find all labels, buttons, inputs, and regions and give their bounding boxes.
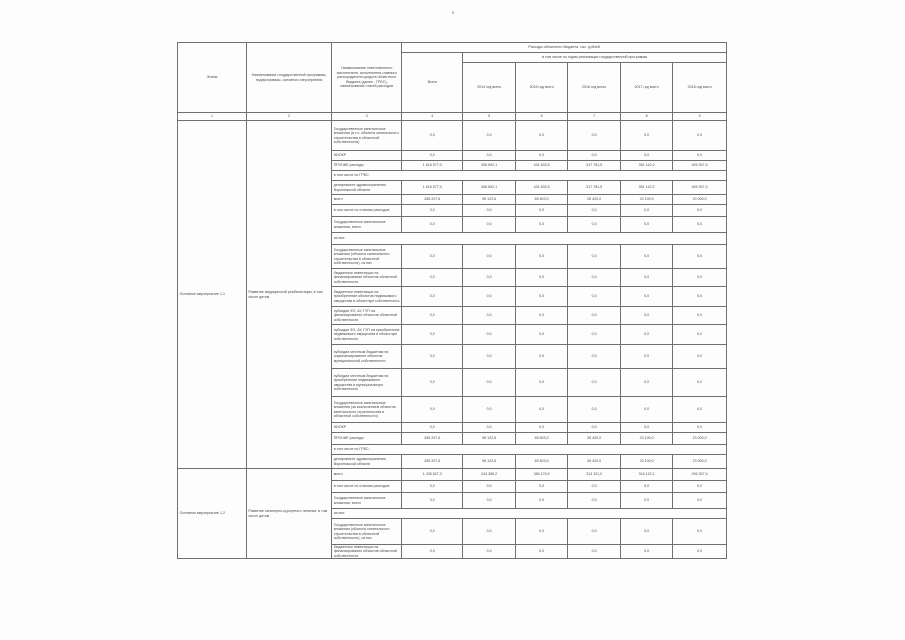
year-value-cell: 26 420,0 (568, 195, 620, 205)
year-value-cell: 306 692,1 (463, 181, 515, 195)
year-value-cell: 0,0 (463, 151, 515, 161)
year-value-cell: 0,0 (463, 345, 515, 369)
expense-label-cell: департамент здравоохранения Воронежской области (332, 455, 402, 469)
year-value-cell: 0,0 (515, 345, 567, 369)
expense-label-cell: НИОКР (332, 423, 402, 433)
year-value-cell: 0,0 (463, 269, 515, 287)
year-value-cell: 0,0 (673, 245, 727, 269)
stage-cell: Основное мероприятие 1.1 (178, 121, 247, 469)
year-value-cell: 23 100,0 (620, 195, 672, 205)
header-years-group: в том числе по годам реализации государственной программы (463, 53, 727, 63)
total-value-cell: 0,0 (402, 205, 463, 217)
expense-label-cell: всего (332, 469, 402, 481)
year-value-cell: 0,0 (568, 325, 620, 345)
total-value-cell: 0,0 (402, 121, 463, 151)
expense-label-cell: ПРОЧИЕ расходы (332, 433, 402, 445)
year-value-cell: 0,0 (515, 493, 567, 509)
expense-label-cell: субсидии ФЗ, АУ, ГУП на приобретение недвижимого имущества в областную собственность (332, 325, 402, 345)
year-value-cell: 0,0 (568, 205, 620, 217)
total-value-cell: 0,0 (402, 545, 463, 559)
year-value-cell: 0,0 (515, 545, 567, 559)
total-value-cell: 0,0 (402, 369, 463, 397)
expense-label-cell: бюджетные инвестиции на приобретение объектов недвижимого имущества в областную собственность (332, 287, 402, 307)
year-value-cell: 0,0 (673, 481, 727, 493)
total-value-cell: 0,0 (402, 325, 463, 345)
year-value-cell: 318 142,2 (620, 469, 672, 481)
expense-label-cell: в том числе по ГРБС: (332, 445, 727, 455)
year-value-cell: 0,0 (463, 423, 515, 433)
year-value-cell: 0,0 (673, 217, 727, 233)
year-value-cell: 0,0 (515, 519, 567, 545)
year-value-cell: 0,0 (463, 287, 515, 307)
expense-label-cell: Государственные капитальные вложения, всего (332, 493, 402, 509)
year-value-cell: 317 781,5 (568, 161, 620, 171)
total-value-cell: 1 616 577,0 (402, 181, 463, 195)
year-value-cell: 0,0 (568, 345, 620, 369)
year-value-cell: 0,0 (673, 121, 727, 151)
program-name-cell: Развитие медицинской реабилитации, в том числе детям (246, 121, 331, 469)
expense-label-cell: в том числе по статьям расходов: (332, 481, 402, 493)
expense-label-cell: бюджетные инвестиции на финансирование объектов областной собственности (332, 545, 402, 559)
column-index: 9 (673, 113, 727, 121)
column-index: 6 (515, 113, 567, 121)
year-value-cell: 0,0 (568, 481, 620, 493)
column-index-row (178, 113, 727, 121)
year-value-cell: 23 100,0 (620, 433, 672, 445)
year-value-cell: 409 307,4 (673, 181, 727, 195)
expense-label-cell: бюджетные инвестиции на финансирование объектов областной собственности (332, 269, 402, 287)
year-value-cell: 0,0 (673, 151, 727, 161)
year-value-cell: 0,0 (673, 205, 727, 217)
year-value-cell: 0,0 (673, 397, 727, 423)
year-value-cell: 0,0 (515, 245, 567, 269)
year-value-cell: 0,0 (463, 369, 515, 397)
expense-label-cell: в том числе по ГРБС: (332, 171, 727, 181)
expense-label-cell: субсидии местным бюджетам на софинансирование объектов муниципальной собственности (332, 345, 402, 369)
year-value-cell: 313 101,0 (568, 469, 620, 481)
expense-label-cell: из них: (332, 233, 727, 245)
year-value-cell: 69 823,0 (515, 455, 567, 469)
year-value-cell: 0,0 (620, 205, 672, 217)
year-value-cell: 23 000,0 (673, 195, 727, 205)
column-index: 1 (178, 113, 247, 121)
year-value-cell: 23 100,0 (620, 455, 672, 469)
year-value-cell: 0,0 (620, 269, 672, 287)
total-value-cell: 0,0 (402, 345, 463, 369)
year-value-cell: 0,0 (515, 269, 567, 287)
year-value-cell: 0,0 (515, 217, 567, 233)
header-year: 2014 год всего (463, 63, 515, 113)
stage-cell: Основное мероприятие 1.2 (178, 469, 247, 559)
year-value-cell: 0,0 (463, 307, 515, 325)
expense-label-cell: Государственные капитальные вложения, всего (332, 217, 402, 233)
header-total: Всего (402, 53, 463, 113)
year-value-cell: 0,0 (515, 287, 567, 307)
header-year: 2016 год всего (568, 63, 620, 113)
year-value-cell: 0,0 (568, 245, 620, 269)
year-value-cell: 409 307,4 (673, 161, 727, 171)
header-stage: Этапы (178, 43, 247, 113)
total-value-cell: 285 207,6 (402, 433, 463, 445)
page-bottom-margin (0, 607, 905, 640)
year-value-cell: 431 633,5 (515, 181, 567, 195)
expense-label-cell: Государственные капитальные вложения (объекты капитального строительства в областной собственности), из них (332, 519, 402, 545)
total-value-cell: 285 207,6 (402, 455, 463, 469)
year-value-cell: 0,0 (515, 481, 567, 493)
budget-table (177, 42, 727, 559)
year-value-cell: 69 823,0 (515, 433, 567, 445)
total-value-cell: 0,0 (402, 307, 463, 325)
total-value-cell: 0,0 (402, 481, 463, 493)
year-value-cell: 0,0 (463, 545, 515, 559)
year-value-cell: 0,0 (463, 493, 515, 509)
year-value-cell: 0,0 (620, 325, 672, 345)
year-value-cell: 0,0 (673, 307, 727, 325)
column-index: 8 (620, 113, 672, 121)
total-value-cell: 0,0 (402, 397, 463, 423)
year-value-cell: 96 122,6 (463, 455, 515, 469)
year-value-cell: 0,0 (620, 245, 672, 269)
year-value-cell: 0,0 (568, 307, 620, 325)
expense-label-cell: Государственные капитальные вложения (за исключением объектов капитального строительства в областной собственности) (332, 397, 402, 423)
total-value-cell: 285 207,6 (402, 195, 463, 205)
header-year: 2015 год всего (515, 63, 567, 113)
table-row (178, 469, 727, 481)
header-name: Наименование государственной программы, подпрограммы, основного мероприятия (246, 43, 331, 113)
year-value-cell: 69 823,0 (515, 195, 567, 205)
expense-label-cell: ПРОЧИЕ расходы (332, 161, 402, 171)
page-number: 9 (451, 10, 455, 15)
year-value-cell: 0,0 (463, 217, 515, 233)
year-value-cell: 0,0 (620, 545, 672, 559)
year-value-cell: 0,0 (568, 121, 620, 151)
table-row (178, 121, 727, 151)
year-value-cell: 96 122,6 (463, 195, 515, 205)
year-value-cell: 0,0 (568, 217, 620, 233)
year-value-cell: 0,0 (673, 345, 727, 369)
year-value-cell: 23 000,0 (673, 455, 727, 469)
year-value-cell: 294 307,4 (673, 469, 727, 481)
column-index: 2 (246, 113, 331, 121)
year-value-cell: 0,0 (673, 493, 727, 509)
year-value-cell: 0,0 (568, 519, 620, 545)
year-value-cell: 0,0 (463, 245, 515, 269)
year-value-cell: 244 365,2 (463, 469, 515, 481)
expense-label-cell: в том числе по статьям расходов: (332, 205, 402, 217)
table-body (178, 121, 727, 559)
year-value-cell: 0,0 (620, 481, 672, 493)
year-value-cell: 0,0 (515, 369, 567, 397)
expense-label-cell: субсидии местным бюджетам на приобретение недвижимого имущества в муниципальную собственность (332, 369, 402, 397)
year-value-cell: 26 420,0 (568, 433, 620, 445)
year-value-cell: 0,0 (463, 519, 515, 545)
year-value-cell: 0,0 (515, 205, 567, 217)
year-value-cell: 0,0 (620, 493, 672, 509)
total-value-cell: 0,0 (402, 269, 463, 287)
year-value-cell: 0,0 (568, 493, 620, 509)
total-value-cell: 0,0 (402, 493, 463, 509)
year-value-cell: 0,0 (568, 287, 620, 307)
total-value-cell: 0,0 (402, 287, 463, 307)
year-value-cell: 0,0 (463, 325, 515, 345)
total-value-cell: 0,0 (402, 423, 463, 433)
table-header (178, 43, 727, 121)
year-value-cell: 0,0 (620, 287, 672, 307)
year-value-cell: 351 142,2 (620, 161, 672, 171)
expense-label-cell: Государственные капитальные вложения (объекты капитального строительства в областной собственности), из них (332, 245, 402, 269)
total-value-cell: 0,0 (402, 217, 463, 233)
header-executor: Наименование ответственного исполнителя, исполнителя-главного распорядителя средств областного бюджета (далее - ГРБС), наименование статей расходов (332, 43, 402, 113)
year-value-cell: 0,0 (673, 287, 727, 307)
year-value-cell: 0,0 (463, 121, 515, 151)
year-value-cell: 0,0 (620, 345, 672, 369)
year-value-cell: 0,0 (568, 151, 620, 161)
year-value-cell: 0,0 (515, 151, 567, 161)
year-value-cell: 0,0 (515, 307, 567, 325)
expense-label-cell: департамент здравоохранения Воронежской области (332, 181, 402, 195)
year-value-cell: 431 633,5 (515, 161, 567, 171)
year-value-cell: 0,0 (515, 121, 567, 151)
total-value-cell: 0,0 (402, 245, 463, 269)
year-value-cell: 0,0 (673, 325, 727, 345)
year-value-cell: 0,0 (620, 151, 672, 161)
column-index: 4 (402, 113, 463, 121)
year-value-cell: 0,0 (620, 397, 672, 423)
year-value-cell: 0,0 (568, 545, 620, 559)
column-index: 7 (568, 113, 620, 121)
year-value-cell: 384 176,5 (515, 469, 567, 481)
year-value-cell: 0,0 (620, 217, 672, 233)
header-year: 2018 год всего (673, 63, 727, 113)
year-value-cell: 0,0 (515, 397, 567, 423)
expense-label-cell: субсидии ФЗ, АУ, ГУП на финансирование объектов областной собственности (332, 307, 402, 325)
year-value-cell: 0,0 (463, 397, 515, 423)
program-name-cell: Развитие санаторно-курортного лечения, в том числе детям (246, 469, 331, 559)
year-value-cell: 0,0 (463, 205, 515, 217)
total-value-cell: 0,0 (402, 151, 463, 161)
year-value-cell: 0,0 (620, 121, 672, 151)
year-value-cell: 0,0 (568, 397, 620, 423)
year-value-cell: 0,0 (568, 423, 620, 433)
year-value-cell: 0,0 (673, 519, 727, 545)
year-value-cell: 306 692,1 (463, 161, 515, 171)
year-value-cell: 317 781,5 (568, 181, 620, 195)
expense-label-cell: всего (332, 195, 402, 205)
column-index: 5 (463, 113, 515, 121)
year-value-cell: 23 000,0 (673, 433, 727, 445)
expense-label-cell: из них: (332, 509, 727, 519)
year-value-cell: 0,0 (515, 423, 567, 433)
year-value-cell: 0,0 (568, 369, 620, 397)
year-value-cell: 0,0 (620, 519, 672, 545)
year-value-cell: 0,0 (568, 269, 620, 287)
year-value-cell: 351 142,2 (620, 181, 672, 195)
column-index: 3 (332, 113, 402, 121)
year-value-cell: 0,0 (673, 545, 727, 559)
year-value-cell: 96 122,6 (463, 433, 515, 445)
year-value-cell: 0,0 (673, 269, 727, 287)
year-value-cell: 0,0 (620, 423, 672, 433)
expense-label-cell: Государственные капитальные вложения (в т.ч. объекты капитального строительства в областной собственности) (332, 121, 402, 151)
year-value-cell: 0,0 (515, 325, 567, 345)
year-value-cell: 0,0 (620, 307, 672, 325)
year-value-cell: 0,0 (620, 369, 672, 397)
year-value-cell: 0,0 (463, 481, 515, 493)
total-value-cell: 1 435 627,3 (402, 469, 463, 481)
header-budget-group: Расходы областного бюджета, тыс. рублей (402, 43, 727, 53)
total-value-cell: 1 616 577,0 (402, 161, 463, 171)
expense-label-cell: НИОКР (332, 151, 402, 161)
total-value-cell: 0,0 (402, 519, 463, 545)
year-value-cell: 26 420,0 (568, 455, 620, 469)
year-value-cell: 0,0 (673, 423, 727, 433)
header-year: 2017 год всего (620, 63, 672, 113)
year-value-cell: 0,0 (673, 369, 727, 397)
